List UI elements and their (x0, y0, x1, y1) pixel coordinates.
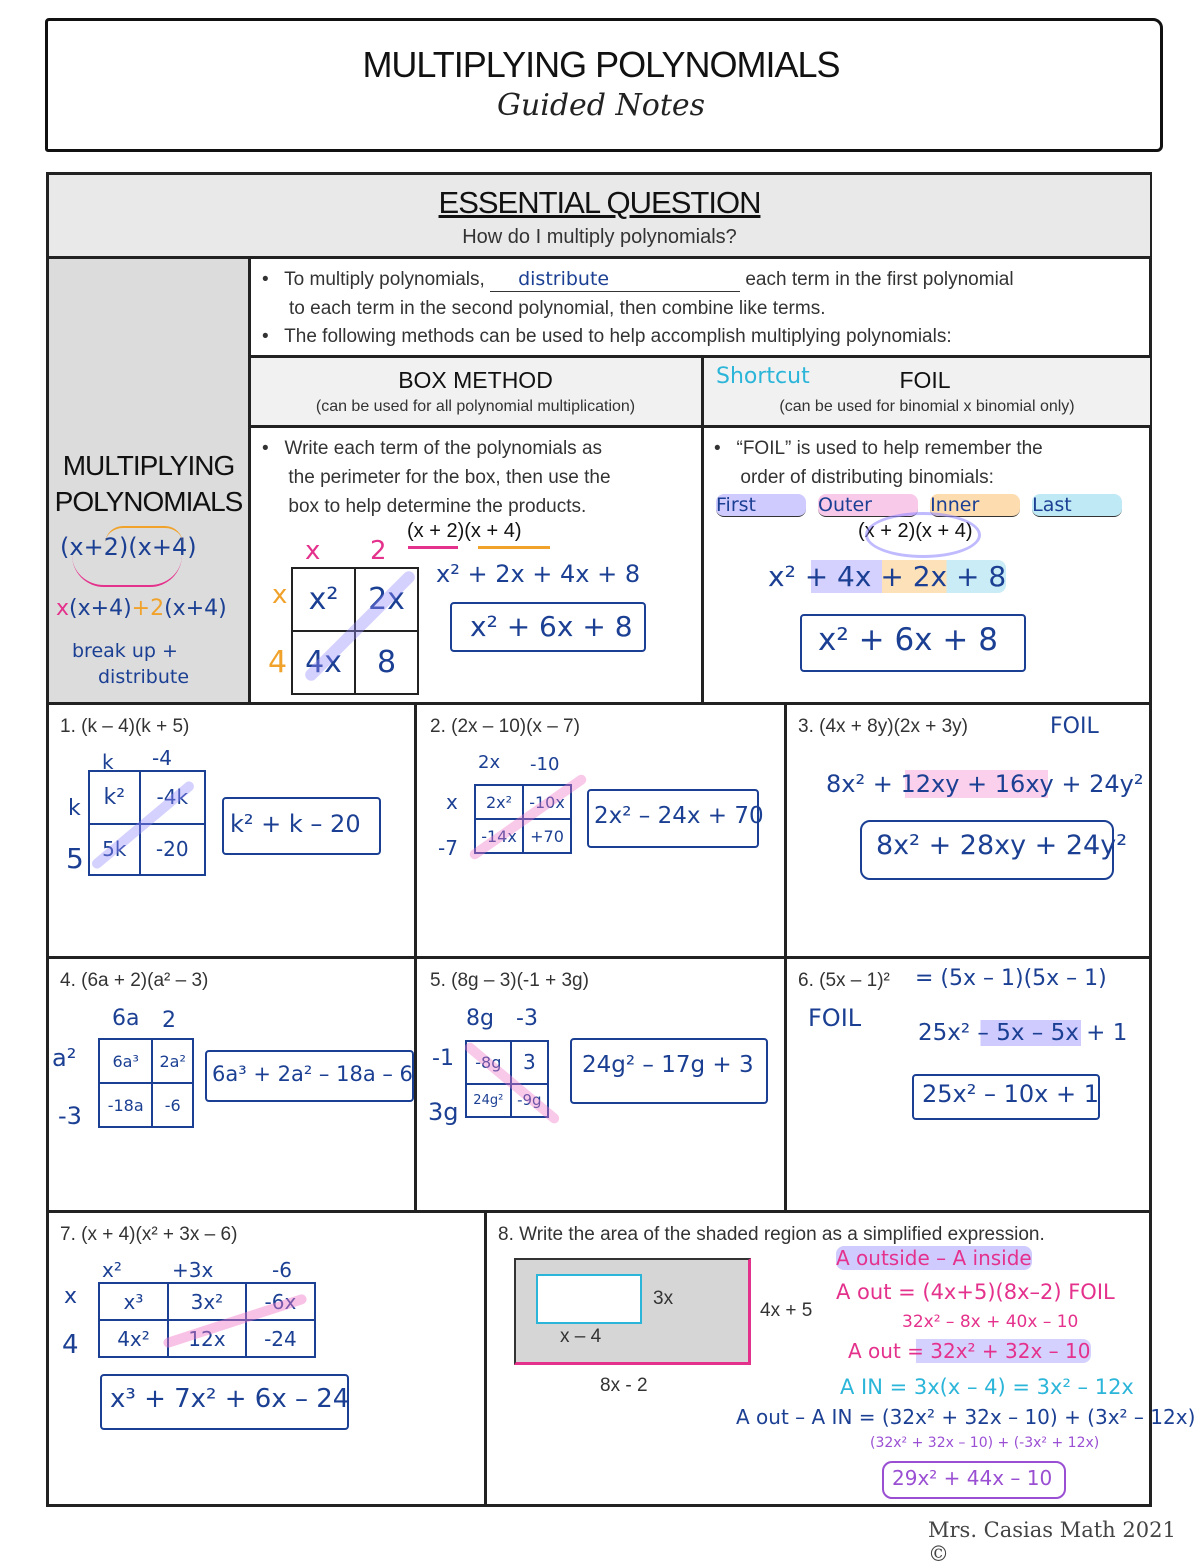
outer-height-label: 4x + 5 (760, 1300, 813, 1321)
grid-side-label: -1 (432, 1046, 454, 1071)
grid-cell: k² (89, 771, 140, 824)
outer-width-label: 8x - 2 (600, 1375, 648, 1396)
orange-underline (478, 546, 550, 549)
problem-4-label: 4. (6a + 2)(a² – 3) (60, 970, 209, 991)
foil-example: (x + 2)(x + 4) (858, 520, 973, 542)
problem-5-answer-text: 24g² – 17g + 3 (582, 1052, 754, 1078)
area-work-7: (32x² + 32x – 10) + (-3x² + 12x) (870, 1435, 1100, 1451)
box-top-label: x (305, 536, 321, 566)
foil-answer-text: x² + 6x + 8 (818, 622, 998, 658)
worksheet-subtitle: Guided Notes (496, 88, 706, 123)
foil-expanded: x² + 4x + 2x + 8 (768, 560, 1007, 593)
intro-bullet-1-cont: to each term in the second polynomial, then combine like terms. (289, 298, 826, 319)
problem-2-label: 2. (2x – 10)(x – 7) (430, 716, 580, 737)
problem-4-grid (98, 1038, 194, 1128)
grid-top-label: 2x (478, 752, 501, 773)
problem-6-expanded: 25x² – 5x – 5x + 1 (918, 1020, 1128, 1046)
area-work-2: A out = (4x+5)(8x–2) FOIL (836, 1280, 1115, 1304)
box-example-expression: (x + 2)(x + 4) (407, 520, 522, 542)
shortcut-label: Shortcut (716, 364, 810, 389)
inner-height-label: 3x (653, 1288, 674, 1309)
grid-cell: x³ (99, 1283, 168, 1320)
area-work-4: A out = 32x² + 32x – 10 (848, 1339, 1091, 1363)
essential-question-heading: ESSENTIAL QUESTION (438, 185, 761, 220)
grid-top-label: 8g (466, 1006, 494, 1031)
grid-cell: +70 (523, 819, 571, 853)
inner-width-label: x – 4 (560, 1326, 602, 1347)
grid-side-label: -3 (58, 1102, 82, 1130)
sidebar-note-2: distribute (98, 666, 190, 688)
problem-7-answer-text: x³ + 7x² + 6x – 24 (110, 1384, 350, 1414)
problem-1-label: 1. (k – 4)(k + 5) (60, 716, 190, 737)
grid-side-label: k (68, 796, 81, 821)
grid-cell: 5k (89, 824, 140, 875)
grid-top-label: 6a (112, 1006, 140, 1031)
problem-3-label: 3. (4x + 8y)(2x + 3y) (798, 716, 969, 737)
sidebar-title (49, 448, 248, 520)
sidebar-title-line1: MULTIPLYING (62, 450, 235, 481)
problem-1-answer-text: k² + k – 20 (230, 810, 361, 838)
grid-cell: -24 (246, 1320, 315, 1357)
problem-7-grid (98, 1282, 316, 1358)
problem-3-answer-text: 8x² + 28xy + 24y² (876, 830, 1128, 861)
grid-cell: -20 (140, 824, 205, 875)
sidebar-distributed: x(x+4)+2(x+4) (56, 596, 227, 621)
problem-3-method: FOIL (1050, 714, 1099, 739)
pink-underline (408, 546, 458, 549)
foil-inner: Inner (930, 494, 1020, 517)
box-cell: x² (292, 568, 355, 631)
grid-side-label: x (64, 1284, 78, 1309)
worksheet-title: MULTIPLYING POLYNOMIALS (362, 44, 840, 85)
problem-4-answer-text: 6a³ + 2a² – 18a – 6 (212, 1062, 413, 1086)
grid-cell: -10x (523, 785, 571, 819)
grid-cell: 2x² (475, 785, 523, 819)
sidebar-example: (x+2)(x+4) (60, 533, 197, 561)
foil-subtitle: (can be used for binomial x binomial only) (779, 398, 1075, 415)
problem-3-expanded: 8x² + 12xy + 16xy + 24y² (826, 770, 1144, 798)
area-work-5: A IN = 3x(x – 4) = 3x² – 12x (840, 1375, 1134, 1399)
grid-cell: -9g (511, 1084, 548, 1117)
box-cell: 4x (292, 631, 355, 694)
foil-description: • “FOIL” is used to help remember the order of distributing binomials: (714, 438, 1043, 488)
grid-cell: 6a³ (99, 1039, 152, 1083)
orange-arc (105, 526, 183, 544)
foil-outer: Outer (818, 494, 918, 517)
intro-bullet-2: • The following methods can be used to help accomplish multiplying polynomials: (262, 326, 952, 347)
foil-last: Last (1032, 494, 1122, 517)
foil-title: FOIL (899, 367, 951, 393)
box-top-label: 2 (370, 536, 387, 566)
grid-cell: 12x (168, 1320, 246, 1357)
box-expanded: x² + 2x + 4x + 8 (436, 560, 641, 588)
problem-6-label: 6. (5x – 1)² (798, 970, 890, 991)
grid-side-label: x (446, 790, 458, 814)
grid-side-label: 3g (428, 1098, 459, 1126)
problem-5-label: 5. (8g – 3)(-1 + 3g) (430, 970, 589, 991)
problem-8-answer-text: 29x² + 44x – 10 (892, 1466, 1053, 1490)
box-side-label: x (272, 580, 288, 610)
grid-side-label: 4 (62, 1330, 79, 1360)
distribute-blank: distribute (490, 268, 740, 292)
grid-cell: 4x² (99, 1320, 168, 1357)
problem-7-label: 7. (x + 4)(x² + 3x – 6) (60, 1224, 238, 1245)
grid-cell: -8g (466, 1041, 511, 1084)
essential-question-text: How do I multiply polynomials? (462, 226, 737, 248)
foil-first: First (716, 494, 806, 517)
grid-cell: 2a² (152, 1039, 193, 1083)
grid-top-label: +3x (172, 1258, 214, 1282)
box-side-label: 4 (268, 645, 288, 680)
problem-6-answer-text: 25x² – 10x + 1 (922, 1080, 1099, 1108)
grid-top-label: -6 (272, 1258, 292, 1282)
foil-arcs (865, 512, 981, 558)
area-work-3: 32x² – 8x + 40x – 10 (902, 1312, 1079, 1332)
problem-8-label: 8. Write the area of the shaded region as a simplified expression. (498, 1224, 1045, 1245)
grid-cell: -4k (140, 771, 205, 824)
grid-cell: -18a (99, 1083, 152, 1127)
sidebar-note-1: break up + (72, 640, 178, 662)
problem-6-rewrite: = (5x – 1)(5x – 1) (915, 966, 1107, 991)
grid-cell: -6x (246, 1283, 315, 1320)
pink-arc (72, 555, 182, 587)
area-work-1: A outside – A inside (836, 1246, 1032, 1270)
grid-side-label: a² (52, 1044, 77, 1072)
problem-2-answer-text: 2x² – 24x + 70 (594, 803, 764, 829)
box-method-description: • Write each term of the polynomials as the perimeter for the box, then use the box to help determine the products. (262, 438, 611, 517)
box-method-title: BOX METHOD (398, 367, 553, 393)
grid-cell: -14x (475, 819, 523, 853)
grid-side-label: 5 (66, 842, 84, 875)
grid-top-label: x² (102, 1258, 122, 1282)
grid-cell: 24g² (466, 1084, 511, 1117)
inner-rectangle (536, 1274, 642, 1324)
sidebar-title-line2: POLYNOMIALS (54, 486, 243, 517)
box-method-subtitle: (can be used for all polynomial multiplication) (315, 398, 636, 415)
grid-cell: -6 (152, 1083, 193, 1127)
grid-top-label: -10 (530, 754, 560, 775)
box-cell: 2x (355, 568, 418, 631)
grid-top-label: 2 (162, 1008, 176, 1033)
grid-side-label: -7 (438, 836, 458, 860)
grid-cell: 3 (511, 1041, 548, 1084)
box-cell: 8 (355, 631, 418, 694)
copyright-footer: Mrs. Casias Math 2021 © (928, 1518, 1176, 1566)
grid-top-label: k (102, 750, 114, 774)
box-answer-text: x² + 6x + 8 (470, 610, 633, 643)
intro-bullet-1: • To multiply polynomials, distribute each term in the first polynomial (262, 268, 1014, 290)
grid-cell: 3x² (168, 1283, 246, 1320)
grid-top-label: -4 (152, 746, 172, 770)
grid-top-label: -3 (516, 1006, 538, 1031)
problem-6-method: FOIL (808, 1004, 862, 1032)
area-work-6: A out – A IN = (32x² + 32x – 10) + (3x² – 12x) (736, 1405, 1196, 1429)
